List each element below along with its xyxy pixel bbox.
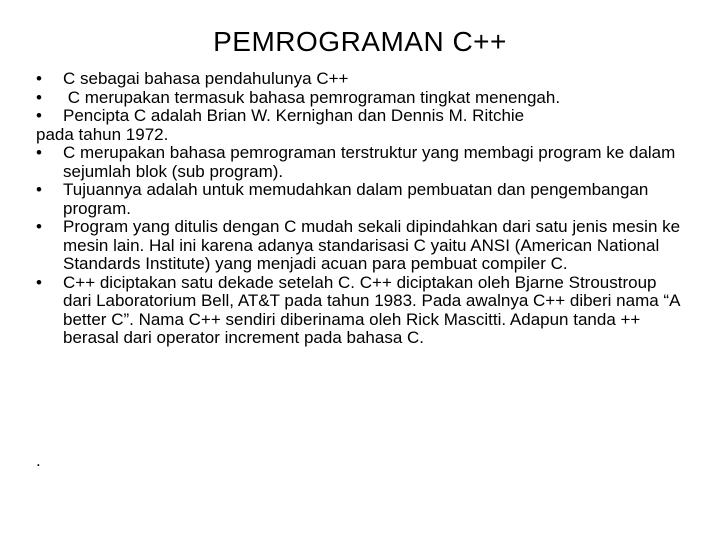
bullet-marker: • [36,217,42,236]
list-item [36,274,686,348]
bullet-marker: • [36,272,42,292]
list-item [36,107,686,126]
list-item [36,181,686,218]
continuation-line: pada tahun 1972. [36,124,169,144]
list-item [36,70,686,89]
list-item-text: Tujuannya adalah untuk memudahkan dalam pembuatan dan pengembangan program. [63,180,649,218]
bullet-marker: • [36,69,42,88]
list-item-text: C merupakan termasuk bahasa pemrograman tingkat menengah. [63,87,561,107]
list-item [36,144,686,181]
bullet-marker: • [36,143,42,162]
bullet-marker: • [36,106,42,125]
bullet-marker: • [36,87,42,107]
list-item-text: C merupakan bahasa pemrograman terstruktur yang membagi program ke dalam sejumlah blok (sub program). [63,143,676,181]
trailing-period: . [36,451,41,470]
bullet-list [36,70,686,348]
list-item [36,89,686,108]
list-item-text: Pencipta C adalah Brian W. Kernighan dan Dennis M. Ritchie [63,106,525,125]
list-item [36,218,686,274]
slide-title: PEMROGRAMAN C++ [213,26,507,57]
list-item-text: C sebagai bahasa pendahulunya C++ [63,69,349,88]
list-item-text: C++ diciptakan satu dekade setelah C. C++ diciptakan oleh Bjarne Stroustroup dari Laboratorium Bell, AT&T pada tahun 1983. Pada awalnya C++ diberi nama “A better C”. Nama C++ sendiri diberinama oleh Rick Mascitti. Adapun tanda ++ berasal dari operator increment pada bahasa C. [63,272,680,347]
list-item-text: Program yang ditulis dengan C mudah sekali dipindahkan dari satu jenis mesin ke mesin lain. Hal ini karena adanya standarisasi C yaitu ANSI (American National Standards Institute) yang menjadi acuan para pembuat compiler C. [63,217,681,273]
bullet-marker: • [36,180,42,199]
